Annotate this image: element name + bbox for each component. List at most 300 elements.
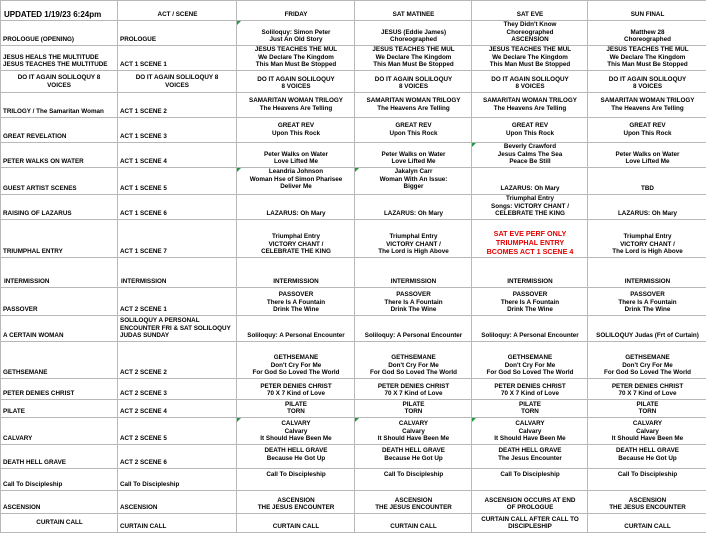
scene-cell[interactable]: TRIUMPHAL ENTRY xyxy=(1,220,118,258)
cell-line: Triumphal Entry xyxy=(506,195,554,203)
cell-line: Soliloquy: Simon Peter xyxy=(261,28,331,36)
cell-line: ASCENSION OCCURS AT END xyxy=(484,496,576,504)
cell-line: GREAT REV xyxy=(511,122,549,129)
sun-final-cell[interactable] xyxy=(588,445,706,469)
scene-cell[interactable]: GUEST ARTIST SCENES xyxy=(1,168,118,195)
cell-line: GREAT REV xyxy=(629,122,666,129)
scene-cell[interactable]: PILATE xyxy=(1,400,118,418)
sat-matinee-cell[interactable] xyxy=(355,491,472,514)
sat-eve-cell[interactable] xyxy=(472,46,588,71)
cell-line: Just An Old Story xyxy=(269,36,323,44)
header-updated[interactable]: UPDATED 1/19/23 6:24pm xyxy=(1,1,118,21)
scene-cell[interactable]: PASSOVER xyxy=(1,288,118,316)
cell-line: DO IT AGAIN SOLILOQUY xyxy=(257,75,335,83)
cell-line: For God So Loved The World xyxy=(370,369,457,377)
sun-final-cell[interactable] xyxy=(588,21,706,46)
cell-line: CURTAIN CALL AFTER CALL TO xyxy=(481,515,579,523)
table-row xyxy=(1,445,706,469)
cell-line: Triumphal Entry xyxy=(389,233,438,241)
cell-line: Bigger xyxy=(403,183,424,191)
scene-cell[interactable]: DO IT AGAIN SOLILOQUY 8 VOICES xyxy=(1,71,118,93)
scene-cell[interactable]: CURTAIN CALL xyxy=(1,514,118,533)
cell-line: For God So Loved The World xyxy=(486,369,574,377)
sun-final-cell[interactable] xyxy=(588,143,706,168)
cell-line: This Man Must Be Stopped xyxy=(373,61,454,69)
cell-line: Upon This Rock xyxy=(272,129,320,137)
table-row xyxy=(1,93,706,118)
cell-line: TBD xyxy=(641,185,654,193)
sat-eve-cell[interactable] xyxy=(472,71,588,93)
friday-cell[interactable] xyxy=(237,71,355,93)
cell-line: The Lord is High Above xyxy=(612,248,683,256)
scene-cell[interactable]: A CERTAIN WOMAN xyxy=(1,316,118,342)
cell-line: Don't Cry For Me xyxy=(388,361,439,369)
cell-line: DO IT AGAIN SOLILOQUY xyxy=(491,75,569,83)
sat-matinee-cell[interactable]: INTERMISSION xyxy=(355,258,472,288)
cell-line: 8 VOICES xyxy=(398,83,429,91)
cell-line: LAZARUS: Oh Mary xyxy=(266,210,326,218)
cell-line: JESUS (Eddie James) xyxy=(380,28,447,36)
cell-line: SAMARITAN WOMAN TRILOGY xyxy=(366,97,461,104)
cell-line: 70 X 7 Kind of Love xyxy=(500,390,560,398)
cell-line: DEATH HELL GRAVE xyxy=(498,447,562,454)
cell-line: PASSOVER xyxy=(278,291,314,299)
sun-final-cell[interactable]: INTERMISSION xyxy=(588,258,706,288)
cell-line: JESUS TEACHES THE MUL xyxy=(488,46,572,54)
table-row xyxy=(1,514,706,533)
cell-line: 8 VOICES xyxy=(281,83,311,91)
cell-line: ASCENSION xyxy=(394,496,433,504)
table-row xyxy=(1,400,706,418)
cell-line: There Is A Fountain xyxy=(500,298,560,306)
friday-cell[interactable] xyxy=(237,445,355,469)
sat-eve-cell[interactable] xyxy=(472,418,588,445)
friday-cell[interactable] xyxy=(237,316,355,342)
cell-line: THE JESUS ENCOUNTER xyxy=(257,504,335,512)
cell-line: The Lord is High Above xyxy=(378,248,449,256)
cell-line: Leandria Johnson xyxy=(268,168,324,175)
cell-line: PILATE xyxy=(519,400,541,408)
act-cell[interactable]: ACT 1 SCENE 7 xyxy=(118,220,237,258)
sun-final-cell[interactable] xyxy=(588,400,706,418)
cell-line: Calvary xyxy=(518,427,542,435)
sat-matinee-cell[interactable] xyxy=(355,379,472,400)
act-cell[interactable]: ACT 2 SCENE 3 xyxy=(118,379,237,400)
cell-line: PETER DENIES CHRIST xyxy=(611,382,684,390)
cell-line: CALVARY xyxy=(632,420,663,428)
sun-final-cell[interactable] xyxy=(588,93,706,118)
cell-line: Peter Walks on Water xyxy=(381,150,446,158)
comment-marker xyxy=(237,418,241,422)
act-cell[interactable]: DO IT AGAIN SOLILOQUY 8 VOICES xyxy=(118,71,237,93)
cell-line: TORN xyxy=(638,408,657,416)
friday-cell[interactable] xyxy=(237,46,355,71)
cell-line: PILATE xyxy=(636,400,659,408)
act-cell[interactable]: SOLILOQUY A PERSONAL ENCOUNTER FRI & SAT SOLILOQUY JUDAS SUNDAY xyxy=(118,316,237,342)
cell-line: PILATE xyxy=(285,400,307,408)
table-row xyxy=(1,469,706,491)
cell-line: ASCENSION xyxy=(511,36,549,44)
cell-line: CELEBRATE THE KING xyxy=(495,210,565,218)
comment-marker xyxy=(237,168,241,172)
cell-line: It Should Have Been Me xyxy=(377,435,450,443)
cell-line: This Man Must Be Stopped xyxy=(489,61,571,69)
sat-eve-cell[interactable] xyxy=(472,93,588,118)
comment-marker xyxy=(472,418,476,422)
cell-line: GETHSEMANE xyxy=(273,354,319,362)
friday-cell[interactable] xyxy=(237,418,355,445)
cell-line: Calvary xyxy=(402,427,425,435)
sun-final-cell[interactable] xyxy=(588,316,706,342)
sun-final-cell[interactable] xyxy=(588,379,706,400)
cell-line: Triumphal Entry xyxy=(623,233,672,241)
sun-final-cell[interactable] xyxy=(588,491,706,514)
table-row xyxy=(1,46,706,71)
cell-line: Upon This Rock xyxy=(506,129,554,137)
cell-line: We Declare The Kingdom xyxy=(609,53,686,61)
cell-line: GETHSEMANE xyxy=(625,354,670,362)
sun-final-cell[interactable] xyxy=(588,418,706,445)
scene-cell[interactable]: RAISING OF LAZARUS xyxy=(1,195,118,220)
act-cell[interactable]: ACT 1 SCENE 3 xyxy=(118,118,237,143)
cell-line: CURTAIN CALL xyxy=(624,523,671,531)
cell-line: DISCIPLESHIP xyxy=(508,523,552,531)
cell-line: SAMARITAN WOMAN TRILOGY xyxy=(483,97,577,104)
cell-line: Calvary xyxy=(284,427,308,435)
cell-line: CALVARY xyxy=(281,420,311,428)
sat-matinee-cell[interactable] xyxy=(355,93,472,118)
cell-line: Call To Discipleship xyxy=(266,471,326,478)
table-row xyxy=(1,195,706,220)
cell-line: JESUS TEACHES THE MUL xyxy=(254,46,338,54)
cell-line: PASSOVER xyxy=(630,291,665,299)
act-cell[interactable]: ACT 1 SCENE 6 xyxy=(118,195,237,220)
cell-line: Peace Be Still xyxy=(509,158,551,166)
sat-matinee-cell[interactable] xyxy=(355,195,472,220)
cell-line: Calvary xyxy=(636,427,659,435)
comment-marker xyxy=(355,168,359,172)
header-friday[interactable]: FRIDAY xyxy=(237,1,355,21)
cell-line: Soliloquy: A Personal Encounter xyxy=(247,332,345,340)
cell-line: For God So Loved The World xyxy=(604,369,691,377)
cell-line: Drink The Wine xyxy=(507,306,553,314)
cell-line: JESUS TEACHES THE MUL xyxy=(606,46,689,54)
cell-line: Love Lifted Me xyxy=(391,158,436,166)
cell-line: CURTAIN CALL xyxy=(272,523,320,531)
table-row xyxy=(1,316,706,342)
cell-line: ASCENSION xyxy=(628,496,667,504)
scene-cell[interactable]: TRILOGY / The Samaritan Woman xyxy=(1,93,118,118)
cell-line: JESUS TEACHES THE MUL xyxy=(372,46,455,54)
sat-eve-cell[interactable] xyxy=(472,342,588,379)
cell-line: PETER DENIES CHRIST xyxy=(377,382,450,390)
friday-cell[interactable] xyxy=(237,514,355,533)
scene-cell[interactable]: CALVARY xyxy=(1,418,118,445)
cell-line: LAZARUS: Oh Mary xyxy=(383,210,444,218)
sat-eve-cell[interactable] xyxy=(472,316,588,342)
act-cell[interactable]: ACT 2 SCENE 2 xyxy=(118,342,237,379)
sat-matinee-cell[interactable] xyxy=(355,418,472,445)
cell-line: Soliloquy: A Personal Encounter xyxy=(481,332,579,340)
sat-matinee-cell[interactable] xyxy=(355,469,472,491)
cell-line: TORN xyxy=(404,408,423,416)
act-cell[interactable]: ACT 2 SCENE 1 xyxy=(118,288,237,316)
cell-line: Soliloquy: A Personal Encounter xyxy=(364,332,463,340)
cell-line: There Is A Fountain xyxy=(384,298,443,306)
cell-line: Love Lifted Me xyxy=(273,158,319,166)
sun-final-cell[interactable] xyxy=(588,71,706,93)
cell-line: SAMARITAN WOMAN TRILOGY xyxy=(600,97,695,104)
act-cell[interactable]: ACT 1 SCENE 1 xyxy=(118,46,237,71)
cell-line: SAMARITAN WOMAN TRILOGY xyxy=(249,97,343,104)
sat-matinee-cell[interactable] xyxy=(355,400,472,418)
sat-eve-cell[interactable] xyxy=(472,491,588,514)
cell-line: The Heavens Are Telling xyxy=(611,104,684,112)
header-row xyxy=(1,1,706,21)
cell-line: THE JESUS ENCOUNTER xyxy=(609,504,686,512)
sat-eve-cell[interactable] xyxy=(472,400,588,418)
sat-matinee-cell[interactable] xyxy=(355,316,472,342)
cell-line: It Should Have Been Me xyxy=(260,435,332,443)
table-row xyxy=(1,342,706,379)
friday-cell[interactable] xyxy=(237,342,355,379)
table-row xyxy=(1,288,706,316)
table-row xyxy=(1,418,706,445)
cell-line: We Declare The Kingdom xyxy=(492,53,568,61)
cell-line: Love Lifted Me xyxy=(625,158,670,166)
sat-matinee-cell[interactable] xyxy=(355,71,472,93)
cell-line: There Is A Fountain xyxy=(618,298,677,306)
table-row xyxy=(1,168,706,195)
header-sat-eve[interactable]: SAT EVE xyxy=(472,1,588,21)
cell-line: DEATH HELL GRAVE xyxy=(264,447,328,454)
scene-cell[interactable]: JESUS HEALS THE MULTITUDE JESUS TEACHES THE MULTITUDE xyxy=(1,46,118,71)
friday-cell[interactable] xyxy=(237,288,355,316)
scene-cell[interactable]: PETER WALKS ON WATER xyxy=(1,143,118,168)
scene-cell[interactable]: GREAT REVELATION xyxy=(1,118,118,143)
sat-matinee-cell[interactable] xyxy=(355,143,472,168)
cell-line: GREAT REV xyxy=(395,122,432,129)
act-cell[interactable]: PROLOGUE xyxy=(118,21,237,46)
cell-line: Choreographed xyxy=(624,36,671,44)
cell-line: Drink The Wine xyxy=(273,306,319,314)
sat-matinee-cell[interactable] xyxy=(355,168,472,195)
scene-cell[interactable]: GETHSEMANE xyxy=(1,342,118,379)
act-cell[interactable]: CURTAIN CALL xyxy=(118,514,237,533)
sat-eve-cell[interactable] xyxy=(472,514,588,533)
cell-line: VICTORY CHANT / xyxy=(620,240,675,248)
sat-eve-cell[interactable] xyxy=(472,288,588,316)
friday-cell[interactable] xyxy=(237,93,355,118)
cell-line: Peter Walks on Water xyxy=(615,150,680,158)
act-cell[interactable]: ACT 2 SCENE 4 xyxy=(118,400,237,418)
sat-eve-note-cell[interactable] xyxy=(472,220,588,258)
scene-cell[interactable]: DEATH HELL GRAVE xyxy=(1,445,118,469)
cell-line: We Declare The Kingdom xyxy=(258,53,334,61)
cell-line: The Jesus Encounter xyxy=(498,454,562,462)
sat-eve-cell[interactable] xyxy=(472,445,588,469)
sun-final-cell[interactable] xyxy=(588,220,706,258)
cell-line: CELEBRATE THE KING xyxy=(261,248,331,256)
sun-final-cell[interactable] xyxy=(588,469,706,491)
cell-line: Drink The Wine xyxy=(624,306,671,314)
cell-line: We Declare The Kingdom xyxy=(375,53,452,61)
cell-line: Beverly Crawford xyxy=(503,143,557,151)
cell-line: PASSOVER xyxy=(512,291,548,299)
cell-line: TORN xyxy=(287,408,305,416)
cell-line: Deliver Me xyxy=(280,183,312,191)
cell-line: THE JESUS ENCOUNTER xyxy=(375,504,452,512)
cell-line: Jakalyn Carr xyxy=(394,168,433,175)
cell-line: Call To Discipleship xyxy=(500,471,560,478)
friday-cell[interactable]: INTERMISSION xyxy=(237,258,355,288)
note-line: BCOMES ACT 1 SCENE 4 xyxy=(486,247,574,256)
act-cell[interactable]: ACT 1 SCENE 4 xyxy=(118,143,237,168)
note-line: TRIUMPHAL ENTRY xyxy=(495,238,565,247)
sat-eve-cell[interactable] xyxy=(472,195,588,220)
sun-final-cell[interactable] xyxy=(588,46,706,71)
cell-line: PILATE xyxy=(402,400,425,408)
cell-line: DEATH HELL GRAVE xyxy=(382,447,445,454)
sat-eve-cell[interactable] xyxy=(472,21,588,46)
cell-line: VICTORY CHANT / xyxy=(268,240,324,248)
scene-cell[interactable]: Call To Discipleship xyxy=(1,469,118,491)
sat-matinee-cell[interactable] xyxy=(355,514,472,533)
cell-line: It Should Have Been Me xyxy=(494,435,566,443)
friday-cell[interactable] xyxy=(237,118,355,143)
scene-cell[interactable]: PETER DENIES CHRIST xyxy=(1,379,118,400)
table-row xyxy=(1,220,706,258)
friday-cell[interactable] xyxy=(237,168,355,195)
table-row xyxy=(1,143,706,168)
sun-final-cell[interactable] xyxy=(588,168,706,195)
friday-cell[interactable] xyxy=(237,469,355,491)
sat-eve-cell[interactable] xyxy=(472,469,588,491)
cell-line: Because He Got Up xyxy=(618,454,677,462)
cell-line: Don't Cry For Me xyxy=(622,361,673,369)
act-cell[interactable]: ACT 1 SCENE 2 xyxy=(118,93,237,118)
table-row xyxy=(1,118,706,143)
sat-matinee-cell[interactable] xyxy=(355,21,472,46)
sun-final-cell[interactable] xyxy=(588,342,706,379)
act-cell[interactable]: ASCENSION xyxy=(118,491,237,514)
cell-line: 70 X 7 Kind of Love xyxy=(266,390,326,398)
friday-cell[interactable] xyxy=(237,195,355,220)
friday-cell[interactable] xyxy=(237,379,355,400)
scene-cell[interactable]: PROLOGUE (OPENING) xyxy=(1,21,118,46)
cell-line: 8 VOICES xyxy=(632,83,663,91)
cell-line: The Heavens Are Telling xyxy=(259,104,333,112)
sat-matinee-cell[interactable] xyxy=(355,118,472,143)
act-cell[interactable]: ACT 2 SCENE 5 xyxy=(118,418,237,445)
sun-final-cell[interactable] xyxy=(588,514,706,533)
intermission-row xyxy=(1,258,706,288)
header-sat-matinee[interactable]: SAT MATINEE xyxy=(355,1,472,21)
cell-line: For God So Loved The World xyxy=(252,369,340,377)
sat-matinee-cell[interactable] xyxy=(355,46,472,71)
cell-line: Call To Discipleship xyxy=(617,471,678,478)
cell-line: ASCENSION xyxy=(277,496,315,504)
cell-line: 70 X 7 Kind of Love xyxy=(618,390,677,398)
comment-marker xyxy=(237,21,241,25)
cell-line: CURTAIN CALL xyxy=(390,523,437,531)
cell-line: Choreographed xyxy=(506,28,554,36)
friday-cell[interactable] xyxy=(237,143,355,168)
cell-line: Choreographed xyxy=(390,36,437,44)
cell-line: Songs: VICTORY CHANT / xyxy=(491,202,569,210)
cell-line: SOLILOQUY Judas (Frt of Curtain) xyxy=(596,332,699,340)
sat-matinee-cell[interactable] xyxy=(355,445,472,469)
cell-line: 70 X 7 Kind of Love xyxy=(384,390,443,398)
act-cell[interactable]: ACT 2 SCENE 6 xyxy=(118,445,237,469)
act-cell[interactable]: Call To Discipleship xyxy=(118,469,237,491)
sat-eve-cell[interactable] xyxy=(472,168,588,195)
sun-final-cell[interactable] xyxy=(588,288,706,316)
cell-line: Jesus Calms The Sea xyxy=(497,150,563,158)
cell-line: PETER DENIES CHRIST xyxy=(260,382,332,390)
cell-line: Don't Cry For Me xyxy=(504,361,556,369)
note-line: SAT EVE PERF ONLY xyxy=(493,229,567,238)
header-act-scene[interactable]: ACT / SCENE xyxy=(118,1,237,21)
table-row xyxy=(1,379,706,400)
sat-matinee-cell[interactable] xyxy=(355,288,472,316)
cell-line: VICTORY CHANT / xyxy=(386,240,441,248)
cell-line: Upon This Rock xyxy=(623,129,672,137)
sat-eve-cell[interactable] xyxy=(472,143,588,168)
cell-line: CALVARY xyxy=(515,420,545,428)
cell-line: GETHSEMANE xyxy=(391,354,436,362)
cell-line: GETHSEMANE xyxy=(507,354,553,362)
sat-matinee-cell[interactable] xyxy=(355,220,472,258)
act-cell[interactable]: INTERMISSION xyxy=(118,258,237,288)
cell-line: Woman With An Issue: xyxy=(379,175,448,183)
cell-line: Because He Got Up xyxy=(384,454,443,462)
act-cell[interactable]: ACT 1 SCENE 5 xyxy=(118,168,237,195)
table-row xyxy=(1,21,706,46)
cell-line: OF PROLOGUE xyxy=(506,504,554,512)
sat-eve-cell[interactable] xyxy=(472,379,588,400)
scene-cell[interactable]: INTERMISSION xyxy=(1,258,118,288)
friday-cell[interactable] xyxy=(237,400,355,418)
cell-line: The Heavens Are Telling xyxy=(493,104,567,112)
friday-cell[interactable] xyxy=(237,491,355,514)
cell-line: GREAT REV xyxy=(277,122,315,129)
cell-line: LAZARUS: Oh Mary xyxy=(617,210,678,218)
cell-line: This Man Must Be Stopped xyxy=(607,61,688,69)
cell-line: Upon This Rock xyxy=(389,129,438,137)
cell-line: It Should Have Been Me xyxy=(611,435,684,443)
sun-final-cell[interactable] xyxy=(588,195,706,220)
sat-eve-cell[interactable] xyxy=(472,118,588,143)
friday-cell[interactable] xyxy=(237,220,355,258)
sat-eve-cell[interactable]: INTERMISSION xyxy=(472,258,588,288)
sun-final-cell[interactable] xyxy=(588,118,706,143)
cell-line: Don't Cry For Me xyxy=(270,361,322,369)
sat-matinee-cell[interactable] xyxy=(355,342,472,379)
cell-line: TORN xyxy=(521,408,539,416)
friday-cell[interactable] xyxy=(237,21,355,46)
cell-line: CALVARY xyxy=(398,420,429,428)
cell-line: Woman Hse of Simon Pharisee xyxy=(249,175,343,183)
cell-line: DO IT AGAIN SOLILOQUY xyxy=(608,75,687,83)
cell-line: They Didn't Know xyxy=(503,21,557,29)
header-sun-final[interactable]: SUN FINAL xyxy=(588,1,706,21)
cell-line: Matthew 28 xyxy=(630,28,665,36)
cell-line: Peter Walks on Water xyxy=(264,150,328,158)
cell-line: DEATH HELL GRAVE xyxy=(616,447,679,454)
cell-line: This Man Must Be Stopped xyxy=(255,61,337,69)
scene-cell[interactable]: ASCENSION xyxy=(1,491,118,514)
